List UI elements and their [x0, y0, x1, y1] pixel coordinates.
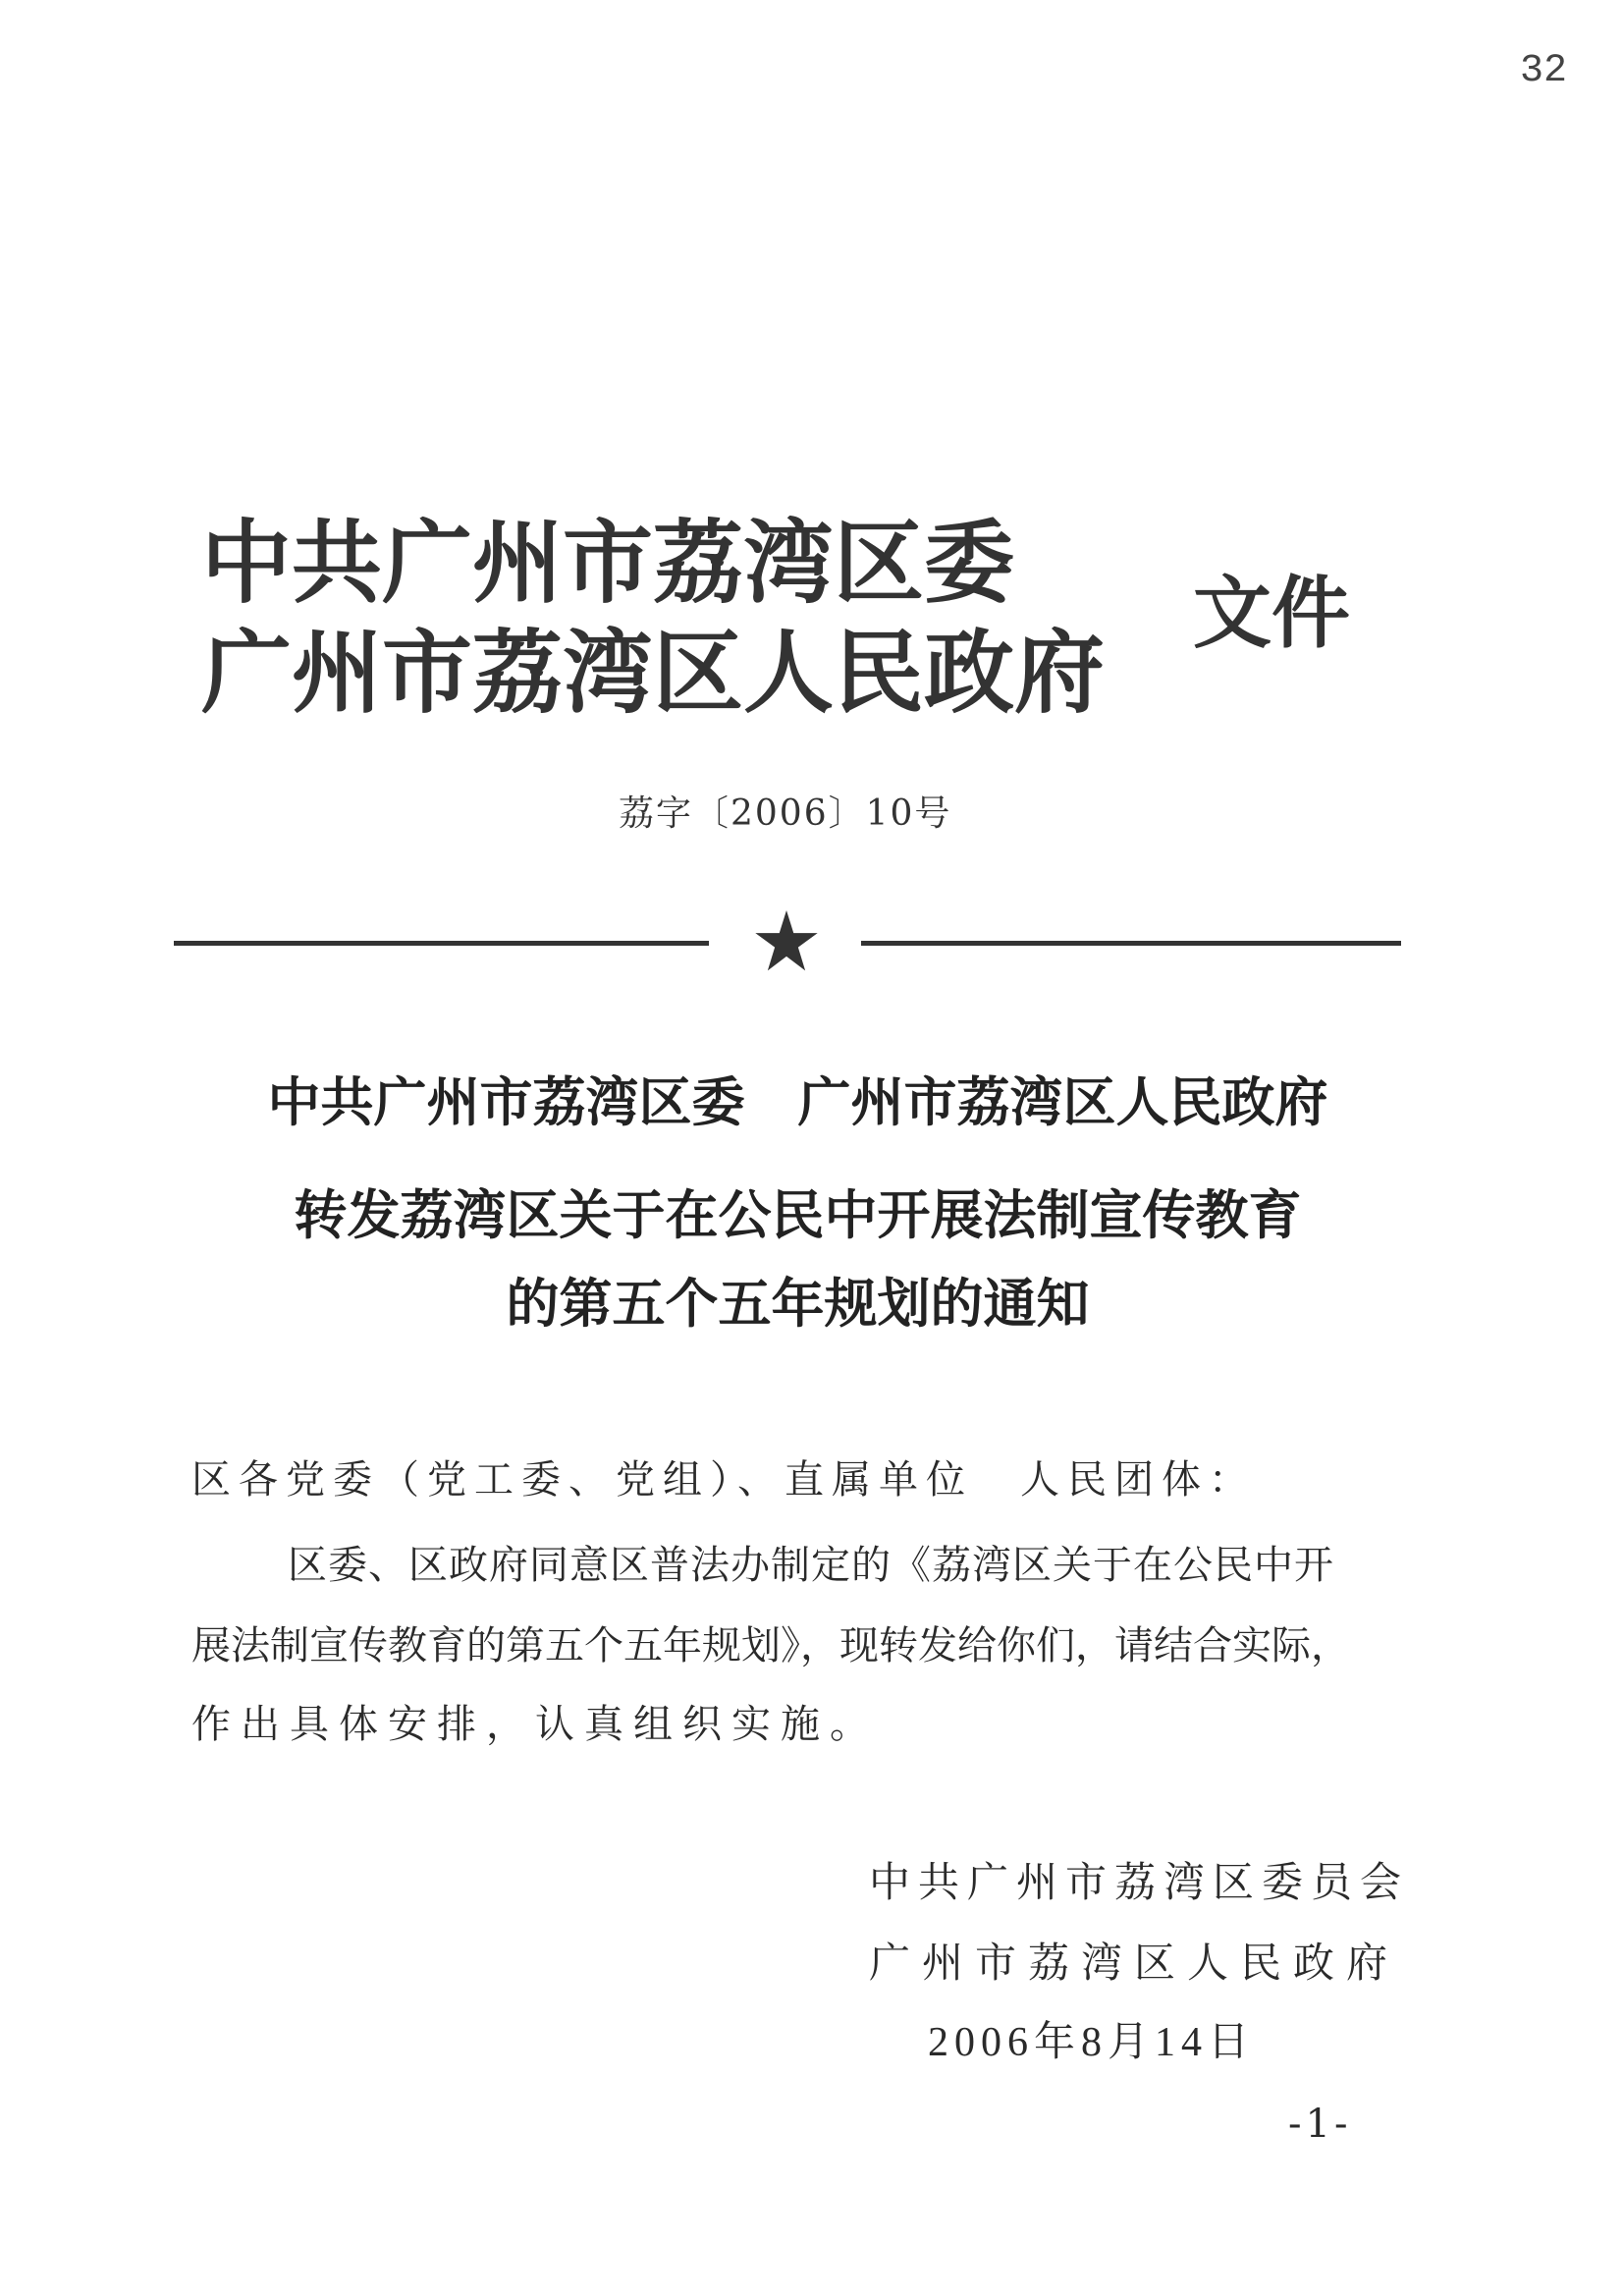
page-number: -1- — [1288, 2102, 1352, 2147]
signature-date: 2006年8月14日 — [928, 2020, 1256, 2065]
divider-left — [174, 941, 709, 946]
signature-org-2: 广州市荔湾区人民政府 — [869, 1939, 1400, 1987]
body-line-1: 区委、区政府同意区普法办制定的《荔湾区关于在公民中开 — [288, 1543, 1334, 1588]
issuer-line-1: 中共广州市荔湾区委 — [201, 510, 1015, 616]
salutation: 区各党委（党工委、党组）、直属单位 人民团体： — [191, 1457, 1256, 1503]
archive-page-number: 32 — [1520, 49, 1568, 93]
signature-org-1: 中共广州市荔湾区委员会 — [869, 1858, 1410, 1906]
title-line-3: 的第五个五年规划的通知 — [506, 1272, 1090, 1335]
body-line-2: 展法制宣传教育的第五个五年规划》，现转发给你们，请结合实际， — [191, 1623, 1350, 1668]
star-icon — [754, 908, 819, 973]
title-line-2: 转发荔湾区关于在公民中开展法制宣传教育 — [294, 1183, 1302, 1246]
title-line-1: 中共广州市荔湾区委 广州市荔湾区人民政府 — [267, 1070, 1328, 1133]
document-number: 荔字〔2006〕10号 — [619, 793, 952, 834]
document-type-label: 文件 — [1193, 567, 1350, 659]
body-line-3: 作出具体安排，认真组织实施。 — [191, 1702, 879, 1747]
issuer-line-2: 广州市荔湾区人民政府 — [201, 620, 1106, 726]
divider-right — [861, 941, 1401, 946]
